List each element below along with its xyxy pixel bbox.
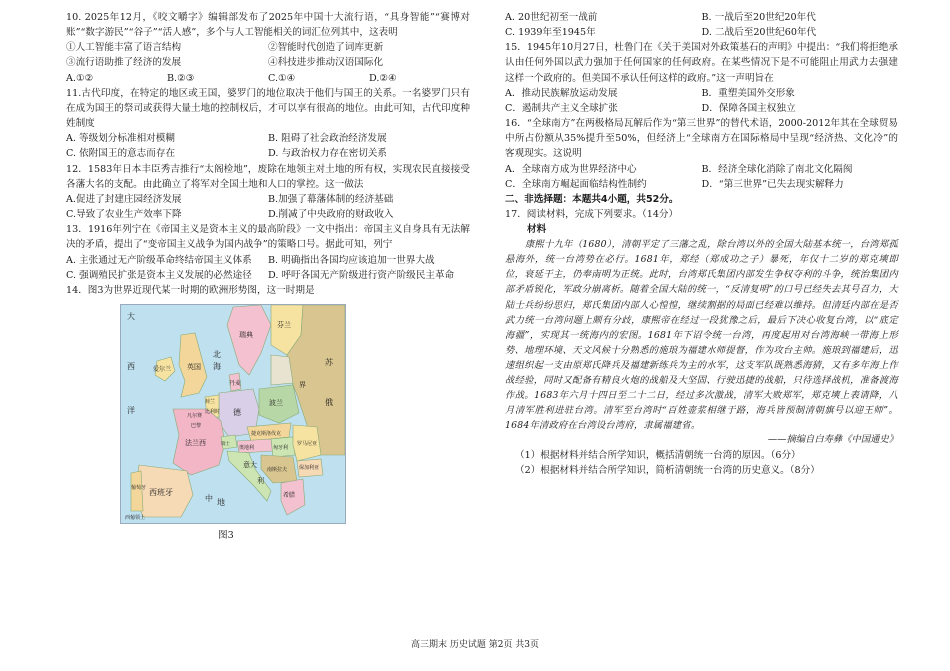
- q16-option-b: B．经济全球化消除了南北文化隔阂: [701, 163, 853, 175]
- map-label-greece: 希腊: [283, 491, 296, 499]
- question-10-options: [66, 71, 470, 86]
- map-label-switzerland: 瑞士: [221, 441, 230, 447]
- q14-option-a: A. 20世纪初至一战前: [505, 12, 598, 23]
- question-13-stem: 13．1916年列宁在《帝国主义是资本主义的最高阶段》一文中指出：帝国主义自身具有无法解决的矛盾，提出了“变帝国主义战争为国内战争”的策略口号。据此可知，列宁: [66, 224, 470, 251]
- q10-option-d: D.②④: [369, 72, 397, 84]
- q15-option-b: B．重塑美国外交形象: [701, 87, 795, 99]
- map-label-li: 利: [257, 476, 264, 485]
- map-label-hai: 海: [213, 361, 221, 371]
- question-14-options: [505, 10, 898, 40]
- question-11-stem: 11.古代印度，在特定的地区或王国，婆罗门的地位取决于他们与国王的关系。一名婆罗门只有在成为国王的祭司或获得大量土地的控制权后，才可以享有很高的地位。由此可知，古代印度种姓制度: [66, 87, 470, 130]
- map-label-netherlands: 荷兰: [205, 398, 216, 405]
- map-label-czechoslovakia: 捷克斯洛伐克: [251, 430, 282, 437]
- q10-item-4: ④科技进步推动汉语国际化: [268, 57, 384, 69]
- q11-option-b: B. 阻碍了社会政治经济发展: [268, 133, 387, 145]
- q16-option-c: C．全球南方崛起面临结构性制约: [505, 178, 647, 190]
- question-11-options: [66, 131, 470, 161]
- q12-option-d: D.削减了中央政府的财政收入: [268, 209, 394, 221]
- question-16-options: [505, 162, 898, 192]
- q14-option-b: B. 一战后至20世纪20年代: [701, 12, 816, 23]
- page-footer: 高三期末 历史试题 第2页 共3页: [410, 640, 540, 650]
- map-label-spain: 西班牙: [149, 487, 173, 497]
- q15-option-d: D．保障各国主权独立: [701, 102, 796, 114]
- map-label-bei: 北: [213, 349, 221, 359]
- figure-3-label: 图3: [218, 529, 234, 541]
- q13-option-b: B. 明确指出各国均应该追加一世界大战: [268, 254, 435, 266]
- q10-option-c: C.①④: [268, 72, 296, 84]
- right-column: [505, 10, 898, 478]
- map-label-belgium: 比利时: [205, 408, 221, 415]
- europe-map: [120, 304, 346, 524]
- q13-option-c: C. 强调殖民扩张是资本主义发展的必然途径: [66, 269, 252, 281]
- map-label-sweden: 瑞典: [239, 330, 253, 339]
- map-label-yang: 洋: [127, 405, 135, 415]
- question-15-stem: 15．1945年10月27日，杜鲁门在《关于美国对外政策基石的声明》中提出：“我们将拒绝承认由任何外国以武力强加于任何国家的任何政府。在某些情况下是不可能阻止用武力去强建这样一个政府的。但美国不承认任何这样的政府。”这一声明旨在: [505, 42, 898, 84]
- material-source: ——摘编自白寿彝《中国通史》: [767, 433, 898, 445]
- question-17-sub-1: （1）根据材料并结合所学知识，概括清朝统一台湾的原因。（6分）: [515, 449, 801, 461]
- map-label-poland: 波兰: [269, 398, 283, 407]
- map-label-ireland: 爱尔兰: [153, 365, 172, 373]
- map-label-yugoslavia: 南斯拉夫: [267, 466, 288, 473]
- q10-option-a: A.①②: [66, 72, 94, 84]
- section-2-heading: 二、非选择题：本题共4小题，共52分。: [505, 193, 679, 205]
- q11-option-d: D. 与政治权力存在密切关系: [268, 148, 387, 160]
- map-label-zhong: 中: [205, 493, 213, 503]
- q15-option-c: C．遏制共产主义全球扩张: [505, 102, 618, 114]
- map-label-hungary: 匈牙利: [273, 444, 289, 451]
- question-14-stem: 14．图3为世界近现代某一时期的欧洲形势图，这一时期是: [66, 284, 315, 296]
- map-label-france: 法兰西: [185, 438, 206, 447]
- map-label-iberian-note: 西葡领土: [125, 514, 146, 521]
- map-label-xi: 西: [127, 361, 135, 371]
- map-label-italy: 意大: [243, 460, 257, 469]
- map-label-da: 大: [127, 311, 135, 321]
- question-13-options: [66, 253, 470, 283]
- material-text: 康熙十九年（1680），清朝平定了三藩之乱，除台湾以外的全国大陆基本统一，台湾郑孤悬海外，统一台湾势在必行。1681年，郑经（郑成功之子）暴死，年仅十二岁的郑克塽即位，衰延干主，仍奉南明为正统。此时，台湾郑氏集团内部发生争权夺利的斗争，统治集团内部矛盾锐化，军政分崩离析。随着全国大陆的统一，“反清复明”的口号已经失去其号召力，大陆士兵纷纷思归，郑氏集团内部人心惶惶，继续割据的局面已经难以维持。但清廷内部在是否武力统一台湾问题上颇有分歧，康熙帝在经过一段犹豫之后，最后下决心收复台湾，以“底定海疆”，实现其一统海内的宏图。1681年下诏令统一台湾，再度起用对台湾海峡一带海上形势、地理环境、天文风候十分熟悉的施琅为福建水师提督，作为攻台主帅。施琅到福建后，迅速组织起一支由原郑氏降兵及福建新练兵为主的水军，这支军队既熟悉海猜，又有多年海上作战经验，同时又配备有精良火炮的战船及大坚固、行驶迅捷的战船，只待选择战机，准备渡海作战。1683年六月十四日至二十二日，经过多次激战，清军大败郑军，郑克塽上表请降，八月清军胜利进驻台湾。清军至台湾时“百姓壶浆相继于路，海兵皆预制清朝旗号以迎王师”。1684年清政府在台湾设台湾府，隶属福建省。: [505, 239, 898, 431]
- q11-option-a: A. 等级划分标准相对模糊: [66, 133, 175, 145]
- question-17-sub-2: （2）根据材料并结合所学知识，简析清朝统一台湾的历史意义。（8分）: [515, 464, 820, 476]
- left-column: [66, 10, 470, 543]
- map-label-finland: 芬兰: [277, 320, 291, 329]
- question-10-stem: 10. 2025年12月，《咬文嚼字》编辑部发布了2025年中国十大流行语，“具身智能”“赛博对账”“数字游民”“谷子”“活人感”，多个与人工智能相关的词汇位列其中，这表明: [66, 12, 470, 39]
- map-label-paris: 巴黎: [191, 422, 202, 429]
- map-label-jie: 界: [299, 380, 306, 389]
- q10-item-3: ③流行语助推了经济的发展: [66, 57, 182, 69]
- q11-option-c: C. 依附国王的意志而存在: [66, 148, 176, 160]
- q15-option-a: A．推动民族解放运动发展: [505, 87, 618, 99]
- q16-option-d: D．“第三世界”已失去现实解释力: [701, 178, 844, 190]
- map-label-germany: 德: [233, 407, 241, 417]
- map-region-portugal: [131, 471, 143, 511]
- map-label-di: 地: [217, 497, 225, 507]
- question-12-stem: 12．1583年日本丰臣秀吉推行“太阁检地”，废除在地领主对土地的所有权，实现农民直接接受各藩大名的支配。由此确立了将军对全国土地和人口的掌控。这一做法: [66, 163, 470, 190]
- europe-map-svg: [121, 305, 345, 523]
- map-label-romania: 罗马尼亚: [297, 440, 318, 447]
- map-label-versailles: 凡尔赛: [187, 412, 203, 419]
- question-17-stem: 17．阅读材料，完成下列要求。（14分）: [505, 209, 679, 221]
- q12-option-b: B.加强了幕藩体制的经济基础: [268, 193, 394, 205]
- q12-option-a: A.促进了封建庄园经济发展: [66, 193, 182, 205]
- q14-option-c: C. 1939年至1945年: [505, 27, 596, 39]
- map-label-e: 俄: [325, 397, 333, 407]
- map-label-uk: 英国: [187, 362, 201, 371]
- q10-option-b: B.②③: [167, 72, 195, 84]
- material-title: 材料: [527, 224, 547, 236]
- map-label-bulgaria: 保加利亚: [299, 464, 320, 471]
- q14-option-d: D. 二战后至20世纪60年代: [701, 27, 817, 39]
- q10-item-2: ②智能时代创造了词库更新: [268, 42, 384, 54]
- question-12-options: [66, 192, 470, 222]
- q13-option-d: D. 呼吁各国无产阶级进行资产阶级民主革命: [268, 269, 455, 281]
- q10-item-1: ①人工智能丰富了语言结构: [66, 42, 182, 54]
- question-15-options: [505, 86, 898, 116]
- map-label-denmark: 丹麦: [229, 379, 242, 387]
- q13-option-a: A. 主张通过无产阶级革命终结帝国主义体系: [66, 254, 252, 266]
- q12-option-c: C.导致了农业生产效率下降: [66, 209, 182, 221]
- question-10-items: [66, 40, 470, 70]
- map-label-portugal: 葡萄牙: [131, 484, 147, 491]
- map-label-su: 苏: [325, 357, 333, 367]
- question-16-stem: 16．“全球南方”在两极格局瓦解后作为“第三世界”的替代术语，2000-2012年其在全球贸易中所占份额从35%提升至50%，但经济上“全球南方在国际格局中呈现“经济热、文化冷”的客观现实。这说明: [505, 118, 898, 160]
- map-label-austria: 奥地利: [239, 444, 255, 451]
- q16-option-a: A．全球南方成为世界经济中心: [505, 163, 637, 175]
